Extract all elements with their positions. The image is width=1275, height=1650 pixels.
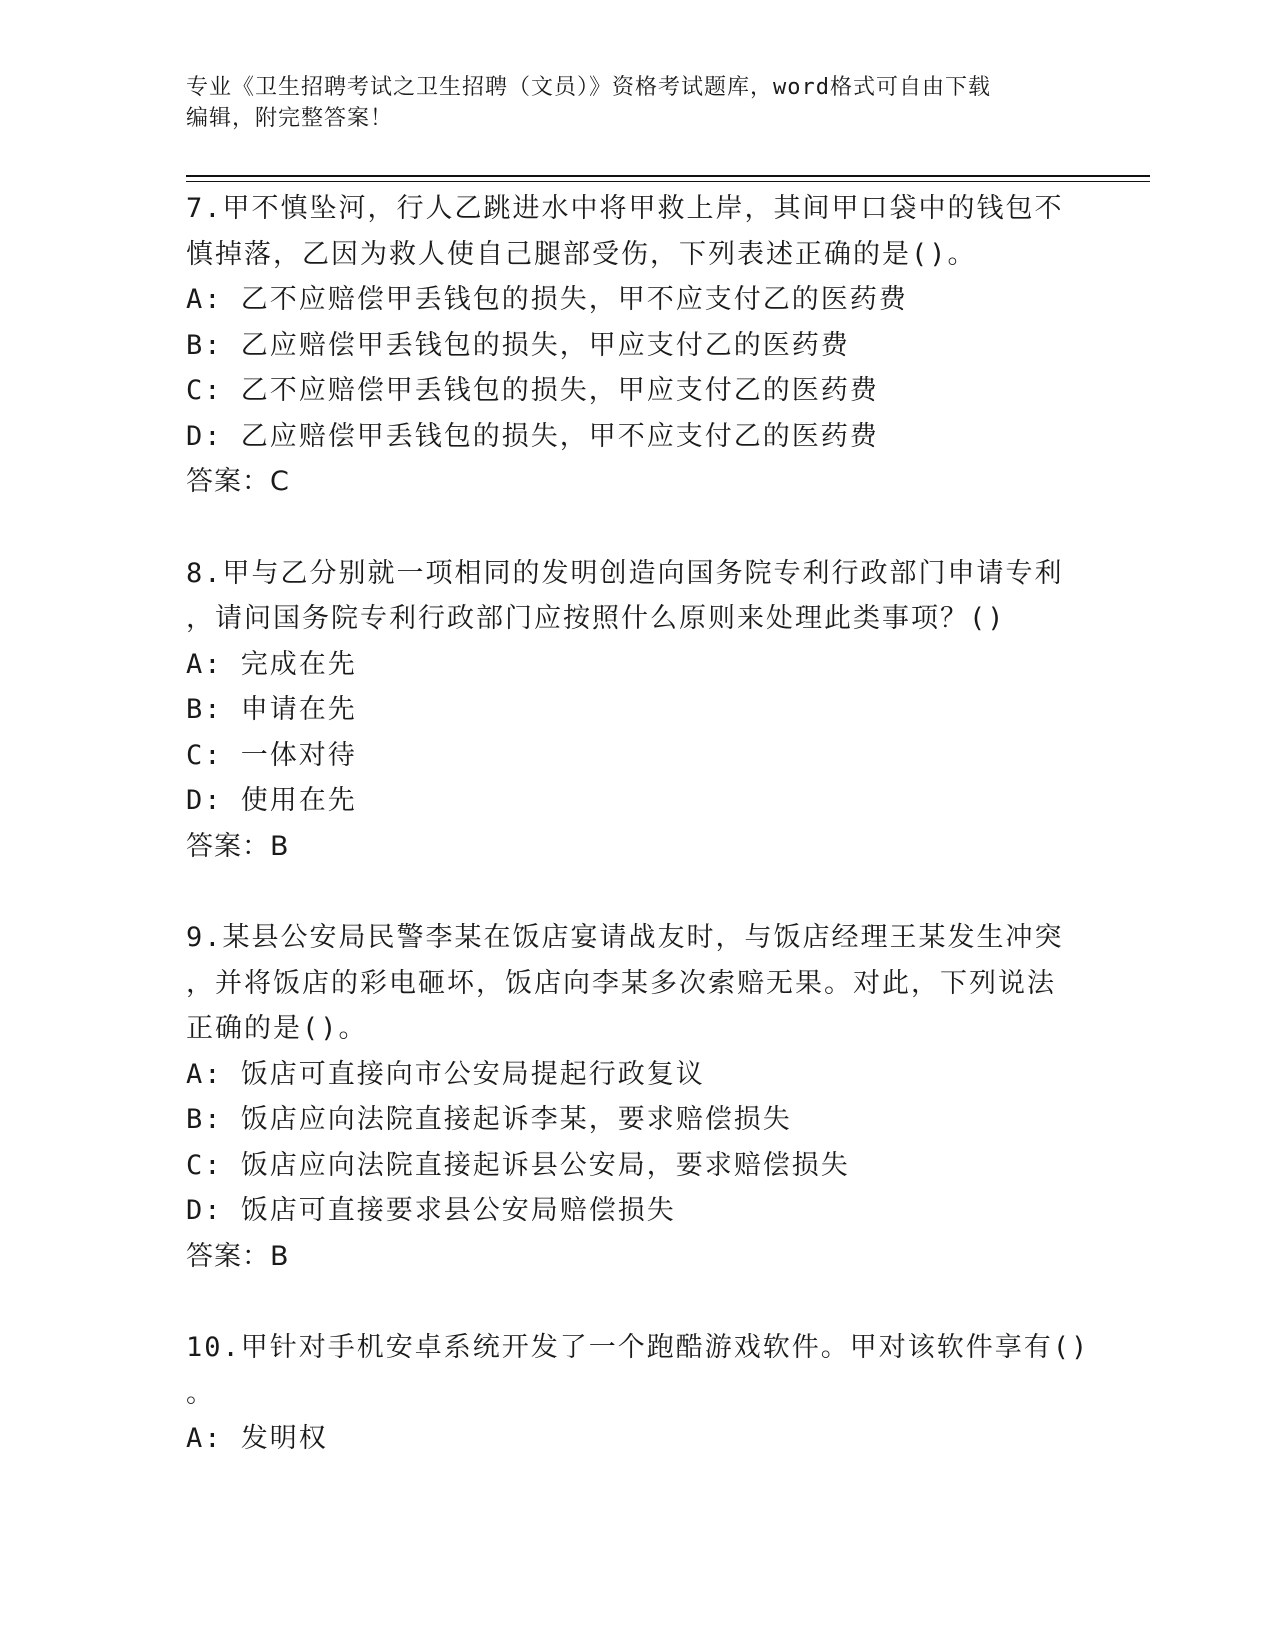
option-d: D: 乙应赔偿甲丢钱包的损失，甲不应支付乙的医药费 [186,420,879,452]
question-stem-line: 慎掉落，乙因为救人使自己腿部受伤，下列表述正确的是()。 [186,238,977,270]
question-8 [186,551,1076,870]
question-stem-line: 。 [186,1377,215,1409]
question-stem-line: ，并将饭店的彩电砸坏，饭店向李某多次索赔无果。对此，下列说法 [186,967,1056,999]
header-line-1: 专业《卫生招聘考试之卫生招聘（文员）》资格考试题库，word格式可自由下载 [186,75,991,100]
question-9 [186,915,1076,1279]
option-b: B: 申请在先 [186,694,357,725]
question-10 [186,1325,1090,1462]
question-stem-line: 正确的是()。 [186,1013,368,1044]
option-a: A: 饭店可直接向市公安局提起行政复议 [186,1058,705,1090]
answer-label: 答案：C [186,466,290,497]
question-stem-line: 10.甲针对手机安卓系统开发了一个跑酷游戏软件。甲对该软件享有() [186,1332,1090,1363]
answer-label: 答案：B [186,830,290,862]
option-a: A: 乙不应赔偿甲丢钱包的损失，甲不应支付乙的医药费 [186,284,908,315]
option-b: B: 饭店应向法院直接起诉李某，要求赔偿损失 [186,1104,792,1135]
question-stem-line: 7.甲不慎坠河，行人乙跳进水中将甲救上岸，其间甲口袋中的钱包不 [186,193,1064,224]
question-spacer [186,1279,1076,1325]
answer-label: 答案：B [186,1240,290,1272]
option-b: B: 乙应赔偿甲丢钱包的损失，甲应支付乙的医药费 [186,329,850,361]
option-d: D: 使用在先 [186,785,357,816]
header-divider-thin [186,181,1150,182]
option-a: A: 发明权 [186,1423,328,1454]
question-7 [186,186,1076,505]
question-stem-line: 8.甲与乙分别就一项相同的发明创造向国务院专利行政部门申请专利 [186,557,1064,589]
question-spacer [186,505,1076,551]
header-divider-thick [186,175,1150,177]
option-d: D: 饭店可直接要求县公安局赔偿损失 [186,1195,676,1226]
option-c: C: 乙不应赔偿甲丢钱包的损失，甲应支付乙的医药费 [186,375,879,406]
question-list [186,186,1090,1462]
question-stem-line: 9.某县公安局民警李某在饭店宴请战友时，与饭店经理王某发生冲突 [186,922,1064,953]
header-line-2: 编辑，附完整答案！ [186,106,394,131]
option-c: C: 饭店应向法院直接起诉县公安局，要求赔偿损失 [186,1149,850,1181]
question-stem-line: ，请问国务院专利行政部门应按照什么原则来处理此类事项？() [186,603,1006,634]
option-a: A: 完成在先 [186,648,357,680]
document-header [186,72,1086,134]
question-spacer [186,869,1076,915]
option-c: C: 一体对待 [186,739,357,771]
